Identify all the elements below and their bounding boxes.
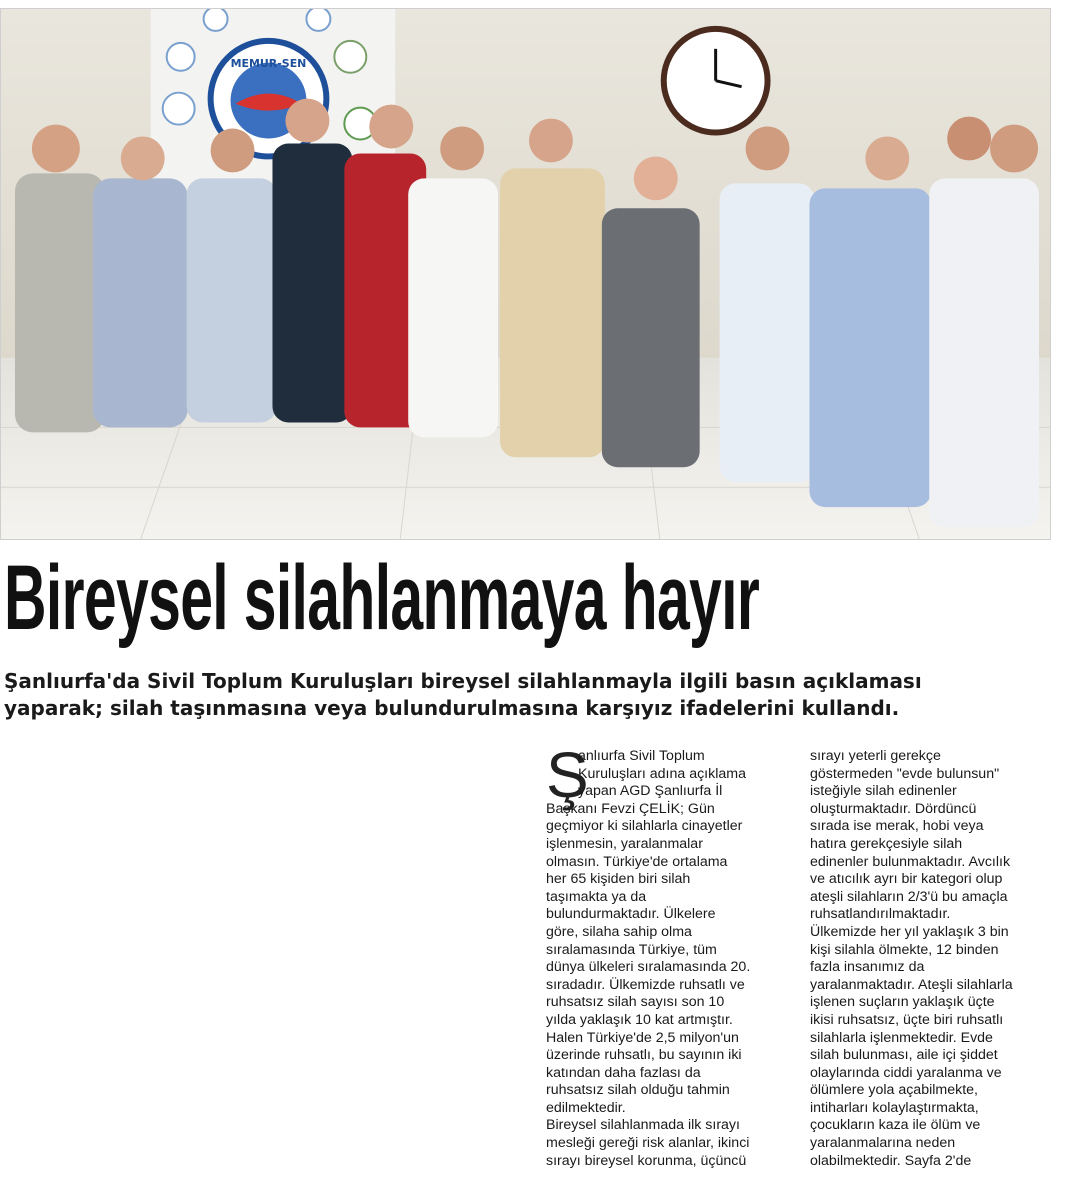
article-line: katından daha fazlası da xyxy=(546,1064,701,1081)
article-line: ölümlere yola açabilmekte, xyxy=(810,1082,978,1099)
article-line: silah bulunması, aile içi şiddet xyxy=(810,1047,998,1064)
sign-text: MEMUR-SEN xyxy=(230,56,307,70)
article-line: kişi silahla ölmekte, 12 binden xyxy=(810,941,999,958)
article-line: göstermeden "evde bulunsun" xyxy=(810,765,1000,782)
article-line: anlıurfa Sivil Toplum xyxy=(578,748,705,764)
article-line: yılda yaklaşık 10 kat artmıştır. xyxy=(546,1011,733,1028)
article-line: ateşli silahların 2/3'ü bu amaçla xyxy=(810,888,1008,905)
article-line: ve atıcılık ayrı bir kategori olup xyxy=(810,871,1003,888)
article-line: olmasın. Türkiye'de ortalama xyxy=(546,853,728,870)
article-line: sıradadır. Ülkemizde ruhsatlı ve xyxy=(546,976,745,993)
article-line: geçmiyor ki silahlarla cinayetler xyxy=(546,818,743,835)
article-line: hatıra gerekçesiyle silah xyxy=(810,835,963,852)
article-line: ruhsatlandırılmaktadır. xyxy=(810,906,951,923)
article-line: Başkanı Fevzi ÇELİK; Gün xyxy=(546,800,715,817)
article-line: isteğiyle silah edinenler xyxy=(810,783,957,800)
article-line: sıralamasında Türkiye, tüm xyxy=(546,941,717,958)
article-line: olaylarında ciddi yaralanma ve xyxy=(810,1064,1002,1081)
article-line: çocukların kaza ile ölüm ve xyxy=(810,1117,981,1134)
article-line: sırada ise merak, hobi veya xyxy=(810,818,984,835)
article-line: taşımakta ya da xyxy=(546,888,647,905)
article-line: Ülkemizde her yıl yaklaşık 3 bin xyxy=(810,923,1009,940)
article-line: ikisi ruhsatsız, üçte biri ruhsatlı xyxy=(810,1011,1004,1028)
article-line: edinenler bulunmaktadır. Avcılık xyxy=(810,853,1011,870)
headline: Bireysel silahlanmaya hayır xyxy=(4,547,760,649)
article-line: işlenen suçların yaklaşık üçte xyxy=(810,994,995,1011)
article-line: yaralanmalarına neden xyxy=(810,1135,956,1152)
article-line: silahlarla işlenmektedir. Evde xyxy=(810,1029,993,1046)
article-line: Halen Türkiye'de 2,5 milyon'un xyxy=(546,1029,739,1046)
article-line: Kuruluşları adına açıklama xyxy=(578,765,746,782)
article-line: dünya ülkeleri sıralamasında 20. xyxy=(546,959,751,976)
lead-line: yaparak; silah taşınmasına veya bulundurulmasına karşıyız ifadelerini kullandı. xyxy=(4,696,900,720)
article-line: edilmektedir. xyxy=(546,1099,626,1116)
article-line: intiharları kolaylaştırmakta, xyxy=(810,1099,979,1116)
drop-cap: Ş xyxy=(546,739,589,811)
article-line: işlenmesin, yaralanmalar xyxy=(546,835,703,852)
article-line: Bireysel silahlanmada ilk sırayı xyxy=(546,1117,740,1134)
article-line: üzerinde ruhsatlı, bu sayının iki xyxy=(546,1047,742,1064)
article-line: her 65 kişiden biri silah xyxy=(546,871,691,888)
article-line: sırayı yeterli gerekçe xyxy=(810,748,941,764)
group-photo-illustration xyxy=(1,9,1050,539)
group-photo xyxy=(0,8,1051,540)
article-line: fazla insanımız da xyxy=(810,959,925,976)
article-line: göre, silaha sahip olma xyxy=(546,923,692,940)
lead-paragraph xyxy=(4,668,1062,722)
article-line: yaralanmaktadır. Ateşli silahlarla xyxy=(810,976,1013,993)
article-line: mesleği gereği risk alanlar, ikinci xyxy=(546,1135,750,1152)
article-line: oluşturmaktadır. Dördüncü xyxy=(810,800,977,817)
article-column-1 xyxy=(546,748,796,1170)
article-line: olabilmektedir. Sayfa 2'de xyxy=(810,1152,972,1169)
article-line: ruhsatsız silah olduğu tahmin xyxy=(546,1082,730,1099)
article-line: yapan AGD Şanlıurfa İl xyxy=(578,783,723,800)
lead-line: Şanlıurfa'da Sivil Toplum Kuruluşları bireysel silahlanmayla ilgili basın açıklaması xyxy=(4,669,922,693)
article-line: ruhsatsız silah sayısı son 10 xyxy=(546,994,725,1011)
article-line: bulundurmaktadır. Ülkelere xyxy=(546,906,716,923)
article-column-2 xyxy=(810,748,1060,1170)
article-line: sırayı bireysel korunma, üçüncü xyxy=(546,1152,747,1169)
